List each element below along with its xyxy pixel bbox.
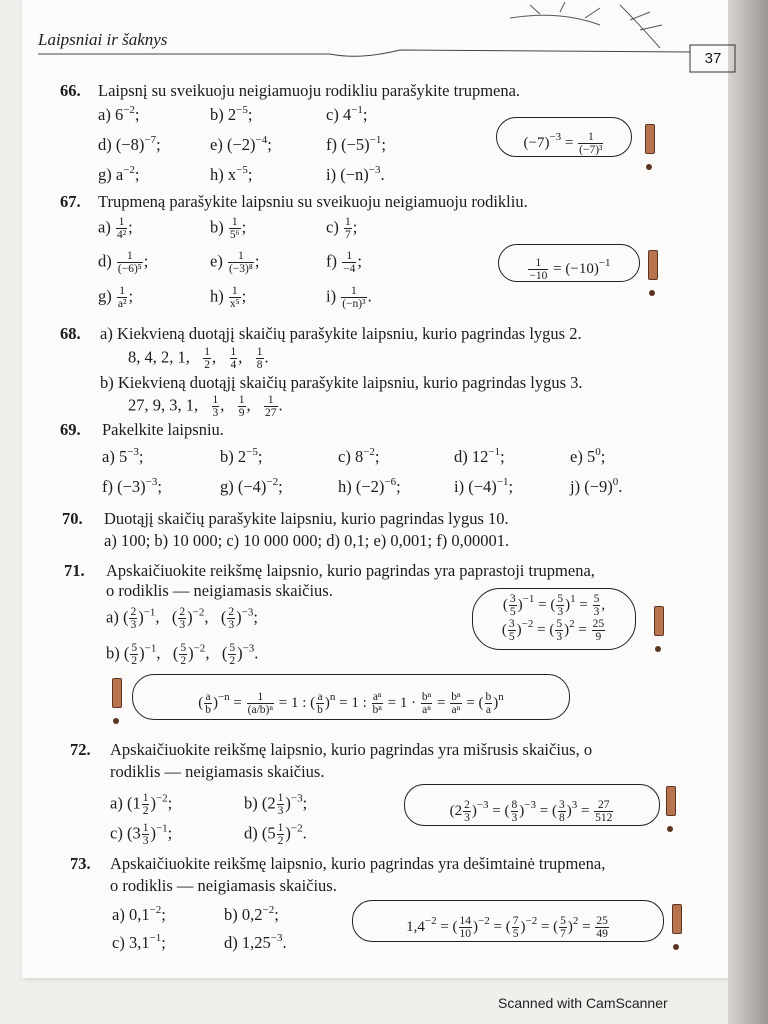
hint-bubble-72: (2 $\frac{2}{3}$ )$^{-3}$ = ( $\frac{8}{3}$ )$^{-3}$ = ( $\frac{3}{8}$ )$^3$ = $\frac{27}{512}$ — [404, 784, 660, 826]
header-rule — [0, 0, 768, 80]
exercise-number: 68. — [60, 324, 81, 343]
exercise-task: Duotąjį skaičių parašykite laipsniu, kurio pagrindas lygus 10. — [104, 509, 509, 528]
exercise-71-row-a: a) ( $\frac{2}{3}$ )$^{-1}$, ( $\frac{2}{3}$ )$^{-2}$, ( $\frac{2}{3}$ )$^{-3}$; — [106, 606, 258, 632]
scanner-watermark: Scanned with CamScanner — [498, 995, 668, 1011]
exercise-number: 69. — [60, 420, 81, 439]
pencil-icon — [648, 250, 658, 296]
exercise-number: 71. — [64, 561, 85, 580]
exercise-number: 67. — [60, 192, 81, 211]
exercise-task-line-2: o rodiklis — neigiamasis skaičius. — [110, 876, 337, 895]
chapter-title: Laipsniai ir šaknys — [38, 30, 168, 49]
exercise-68-b-values: 27, 9, 3, 1, $\frac{1}{3}$ , $\frac{1}{9}$ , $\frac{1}{27}$ . — [128, 394, 283, 420]
hint-bubble-67: $\frac{1}{-10}$ = $(-10)^{-1}$ — [498, 244, 640, 282]
exercise-task-line-2: rodiklis — neigiamasis skaičius. — [110, 762, 325, 781]
exercise-number: 66. — [60, 81, 81, 100]
hint-bubble-66: $(-7)^{-3}$ = $\frac{1}{\text{(−7)³}}$ — [496, 117, 632, 157]
pencil-icon — [112, 678, 122, 724]
exercise-71-row-b: b) ( $\frac{5}{2}$ )$^{-1}$, ( $\frac{5}{2}$ )$^{-2}$, ( $\frac{5}{2}$ )$^{-3}$. — [106, 642, 259, 668]
exercise-task: Apskaičiuokite reikšmę laipsnio, kurio pagrindas yra dešimtainė trupmena, — [110, 854, 606, 873]
exercise-number: 72. — [70, 740, 91, 759]
formula-bubble-71: ( $\frac{a}{b}$ )$^{-n}$ = $\frac{1}{\text{(a/b)ⁿ}}$ = 1 : ( $\frac{a}{b}$ )$^n$ = 1 : $\frac{\text{aⁿ}}{\text{bⁿ}}$ = 1 · $\frac{\text{bⁿ}}{\text{aⁿ}}$ = $\frac{\text{bⁿ}}{\text{aⁿ}}$ = ( $\frac{b}{a}$ )$^n$ — [132, 674, 570, 720]
exercise-68-a-values: 8, 4, 2, 1, $\frac{1}{2}$ , $\frac{1}{4}$ , $\frac{1}{8}$ . — [128, 346, 269, 372]
exercise-70-items: a) 100; b) 10 000; c) 10 000 000; d) 0,1; e) 0,001; f) 0,00001. — [104, 531, 510, 550]
exercise-number: 70. — [62, 509, 83, 528]
exercise-task-line-2: o rodiklis — neigiamasis skaičius. — [106, 581, 333, 600]
exercise-task: Trupmeną parašykite laipsniu su sveikuoju neigiamuoju rodikliu. — [98, 192, 528, 211]
exercise-task: Laipsnį su sveikuoju neigiamuoju rodikliu parašykite trupmena. — [98, 81, 521, 100]
exercise-task-a: a) Kiekvieną duotąjį skaičių parašykite laipsniu, kurio pagrindas lygus 2. — [100, 324, 582, 343]
page-number: 37 — [704, 50, 722, 67]
pencil-icon — [654, 606, 664, 652]
book-spine-edge — [728, 0, 768, 1024]
exercise-task: Pakelkite laipsniu. — [102, 420, 224, 439]
hint-bubble-71: ( $\frac{3}{5}$ )$^{-1}$ = ( $\frac{5}{3}$ )$^1$ = $\frac{5}{3}$ , ( $\frac{3}{5}$ )$^{-2}$ = ( $\frac{5}{3}$ )$^2$ = $\frac{25}{9}$ — [472, 588, 636, 650]
plant-illustration — [510, 2, 662, 48]
pencil-icon — [672, 904, 682, 950]
exercise-number: 73. — [70, 854, 91, 873]
exercise-task: Apskaičiuokite reikšmę laipsnio, kurio pagrindas yra mišrusis skaičius, o — [110, 740, 593, 759]
pencil-icon — [666, 786, 676, 832]
exercise-task-b: b) Kiekvieną duotąjį skaičių parašykite laipsniu, kurio pagrindas lygus 3. — [100, 373, 583, 392]
pencil-icon — [645, 124, 655, 170]
hint-bubble-73: $1,4^{-2}$ = ( $\frac{14}{10}$ )$^{-2}$ = ( $\frac{7}{5}$ )$^{-2}$ = ( $\frac{5}{7}$ )$^2$ = $\frac{25}{49}$ — [352, 900, 664, 942]
exercise-task: Apskaičiuokite reikšmę laipsnio, kurio pagrindas yra paprastoji trupmena, — [106, 561, 595, 580]
